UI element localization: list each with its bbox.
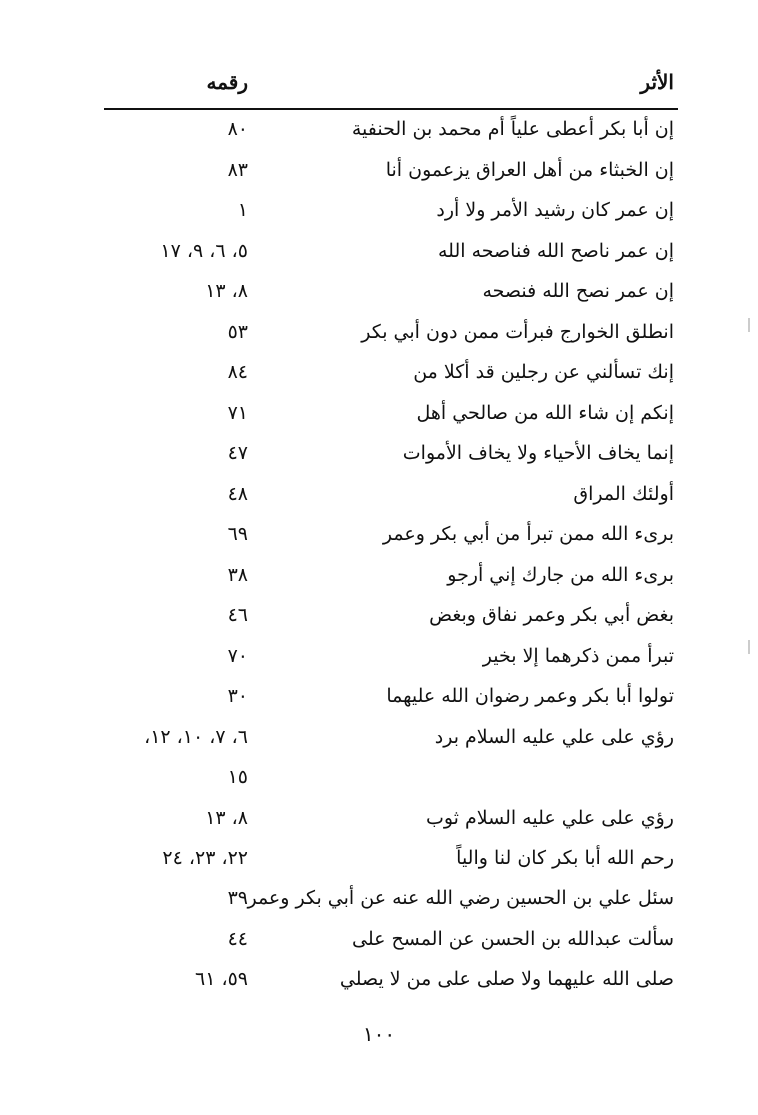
table-row — [104, 517, 674, 558]
table-row — [104, 112, 674, 153]
table-row — [104, 234, 674, 275]
scan-speck — [748, 318, 750, 332]
row-number: ٧٠ — [227, 644, 248, 667]
row-text: إن عمر ناصح الله فناصحه الله — [438, 239, 674, 262]
table-row — [104, 841, 674, 882]
index-table — [104, 112, 674, 1003]
table-row — [104, 598, 674, 639]
row-number: ٥، ٦، ٩، ١٧ — [160, 239, 248, 262]
table-row — [104, 639, 674, 680]
row-number: ٨٤ — [227, 361, 248, 383]
table-row — [104, 355, 674, 396]
row-text: إن عمر كان رشيد الأمر ولا أرد — [436, 199, 674, 221]
table-row-continuation — [104, 760, 674, 801]
row-text: رؤي على علي عليه السلام ثوب — [425, 806, 674, 829]
row-number: ٥٩، ٦١ — [194, 968, 248, 990]
table-row — [104, 801, 674, 841]
table-header — [104, 62, 674, 102]
scan-speck — [748, 640, 750, 654]
table-row — [104, 962, 674, 1003]
row-number: ٥٣ — [227, 320, 248, 343]
table-row — [104, 153, 674, 194]
row-number: ٨٣ — [227, 158, 248, 181]
row-text: تولوا أبا بكر وعمر رضوان الله عليهما — [386, 685, 674, 707]
header-divider — [104, 108, 678, 110]
row-number: ٢٢، ٢٣، ٢٤ — [162, 846, 248, 869]
row-text: رؤي على علي عليه السلام برد — [434, 725, 674, 748]
row-number: ٤٨ — [227, 482, 248, 505]
table-row — [104, 922, 674, 963]
header-athar: الأثر — [640, 70, 674, 94]
row-number: ٤٤ — [227, 927, 248, 950]
row-text: سألت عبدالله بن الحسن عن المسح على — [351, 927, 674, 950]
table-row — [104, 396, 674, 437]
page-number: ١٠٠ — [362, 1022, 396, 1046]
row-number: ٣٩ — [227, 887, 248, 909]
row-text: سئل علي بن الحسين رضي الله عنه عن أبي بكر وعمر — [247, 887, 674, 909]
row-number: ٨، ١٣ — [205, 280, 248, 302]
table-row — [104, 436, 674, 477]
row-text: إنك تسألني عن رجلين قد أكلا من — [413, 361, 674, 383]
table-row — [104, 679, 674, 720]
row-number: ٨، ١٣ — [205, 806, 248, 829]
row-text: برىء الله ممن تبرأ من أبي بكر وعمر — [382, 523, 674, 545]
row-number: ١٥ — [227, 766, 248, 788]
row-number: ٣٨ — [227, 563, 248, 586]
row-text: أولئك المراق — [573, 482, 674, 505]
row-text: بغض أبي بكر وعمر نفاق وبغض — [429, 604, 674, 626]
row-text: تبرأ ممن ذكرهما إلا بخير — [482, 644, 674, 667]
table-row — [104, 881, 674, 922]
row-number: ٣٠ — [227, 685, 248, 707]
row-number: ٤٧ — [227, 442, 248, 464]
row-text: إن الخبثاء من أهل العراق يزعمون أنا — [385, 158, 674, 181]
row-number: ٦٩ — [227, 523, 248, 545]
row-text: صلى الله عليهما ولا صلى على من لا يصلي — [339, 968, 674, 990]
table-row — [104, 193, 674, 234]
header-raqm: رقمه — [206, 70, 248, 94]
table-row — [104, 477, 674, 518]
row-text: رحم الله أبا بكر كان لنا والياً — [456, 846, 674, 869]
row-number: ٤٦ — [227, 604, 248, 626]
row-text: إن عمر نصح الله فنصحه — [482, 280, 674, 302]
row-number: ١ — [237, 199, 248, 221]
table-row — [104, 315, 674, 356]
row-text: برىء الله من جارك إني أرجو — [447, 563, 674, 586]
row-text: إن أبا بكر أعطى علياً أم محمد بن الحنفية — [351, 118, 674, 140]
row-number: ٦، ٧، ١٠، ١٢، — [144, 725, 248, 748]
row-text: إنكم إن شاء الله من صالحي أهل — [416, 401, 674, 424]
table-row — [104, 274, 674, 315]
row-number: ٧١ — [227, 401, 248, 424]
row-text: انطلق الخوارج فبرأت ممن دون أبي بكر — [361, 320, 674, 343]
table-row — [104, 558, 674, 599]
row-text: إنما يخاف الأحياء ولا يخاف الأموات — [402, 442, 674, 464]
row-number: ٨٠ — [227, 118, 248, 140]
table-row — [104, 720, 674, 761]
